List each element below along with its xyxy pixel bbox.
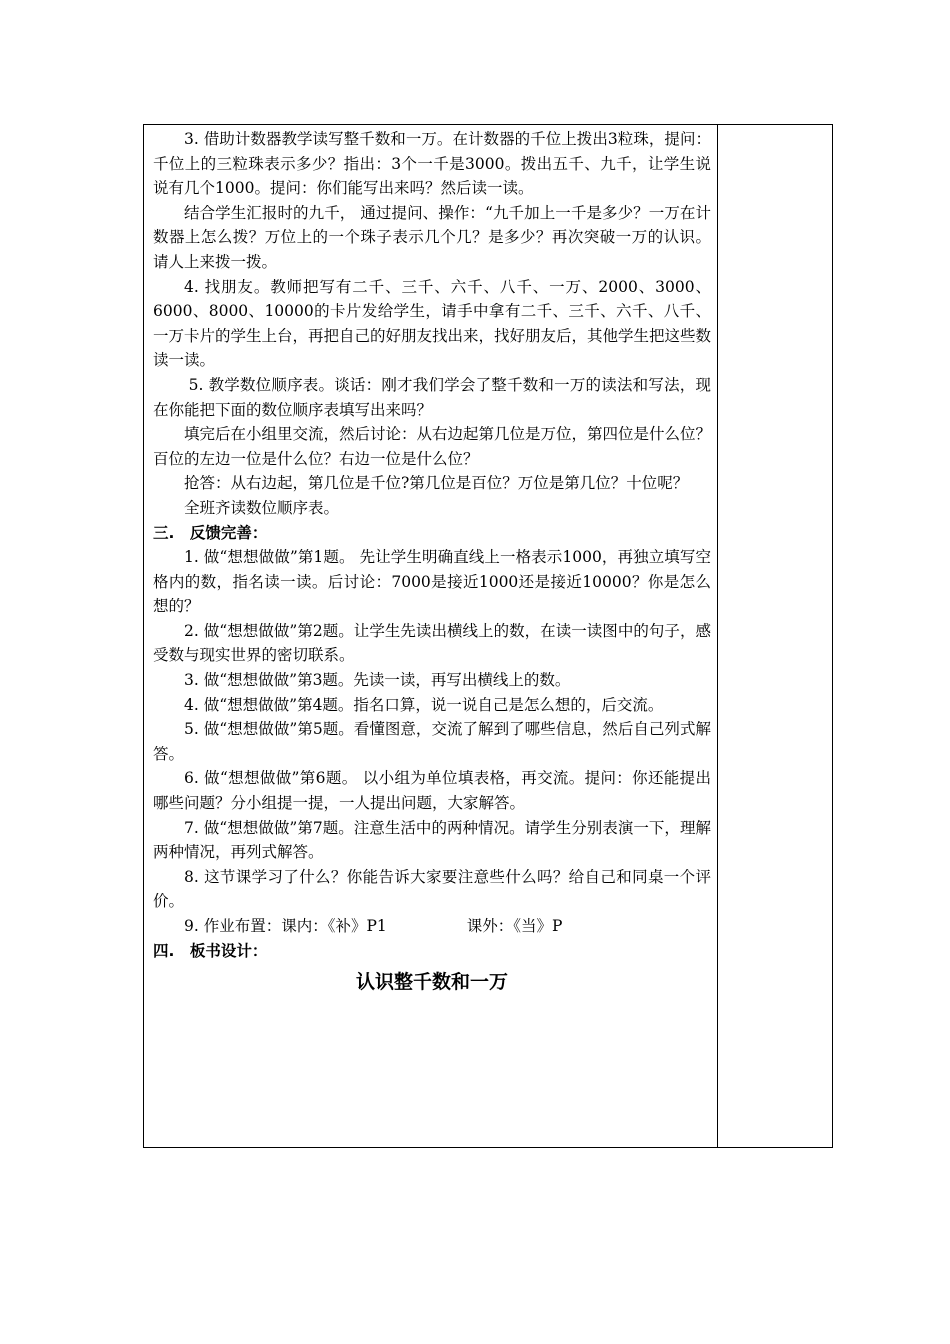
exercise-item-1: 1. 做“想想做做”第1题。 先让学生明确直线上一格表示1000，再独立填写空格内的数，指名读一读。后讨论：7000是接近1000还是接近10000？你是怎么想的？: [153, 548, 711, 616]
homework-line: [153, 914, 711, 939]
exercise-item-7: 7. 做“想想做做”第7题。注意生活中的两种情况。请学生分别表演一下，理解两种情况，再列式解答。: [153, 818, 711, 862]
main-content-cell: [144, 125, 718, 1147]
exercise-item-5: 5. 做“想想做做”第5题。看懂图意，交流了解到了哪些信息，然后自己列式解答。: [153, 720, 711, 763]
paragraph-group-discussion: 填完后在小组里交流，然后讨论：从右边起第几位是万位，第四位是什么位？百位的左边一位是什么位？右边一位是什么位？: [153, 425, 712, 468]
lesson-plan-table: [143, 124, 833, 1148]
exercise-item-8: 8. 这节课学习了什么？你能告诉大家要注意些什么吗？给自己和同桌一个评价。: [153, 867, 711, 911]
section-3-heading: 三. 反馈完善：: [153, 523, 268, 542]
exercise-item-6: 6. 做“想想做做”第6题。 以小组为单位填表格，再交流。提问：你还能提出哪些问题？分小组提一提，一人提出问题，大家解答。: [153, 769, 711, 813]
paragraph-ten-thousand: 结合学生汇报时的九千， 通过提问、操作：“九千加上一千是多少？一万在计数器上怎么拨？万位上的一个珠子表示几个几？是多少？再次突破一万的认识。 请人上来拨一拨。: [153, 203, 711, 271]
section-4-heading: 四. 板书设计：: [153, 941, 268, 960]
exercise-item-2: 2. 做“想想做做”第2题。让学生先读出横线上的数，在读一读图中的句子，感受数与现实世界的密切联系。: [153, 621, 711, 665]
homework-outside: 课外：《当》P: [466, 917, 563, 935]
paragraph-counter-teaching: 3. 借助计数器教学读写整千数和一万。在计数器的千位上拨出3粒珠，提问：千位上的三粒珠表示多少？指出：3个一千是3000。拨出五千、九千，让学生说说有几个1000。提问：你们能写出来吗？然后读一读。: [153, 130, 711, 198]
paragraph-place-value-table: 5. 教学数位顺序表。谈话：刚才我们学会了整千数和一万的读法和写法，现在你能把下面的数位顺序表填写出来吗？: [153, 375, 711, 419]
paragraph-find-friends: 4. 找朋友。教师把写有二千、三千、六千、八千、一万、2000、3000、6000、8000、10000的卡片发给学生，请手中拿有二千、三千、六千、八千、一万卡片的学生上台，再把自己的好朋友找出来，找好朋友后，其他学生把这些数读一读。: [153, 277, 712, 370]
notes-cell: [718, 125, 832, 1147]
exercise-item-4: 4. 做“想想做做”第4题。指名口算，说一说自己是怎么想的，后交流。: [184, 695, 664, 714]
homework-in-class: 9. 作业布置：课内：《补》P1: [184, 917, 387, 935]
board-design-title: 认识整千数和一万: [355, 971, 508, 994]
paragraph-class-reading: 全班齐读数位顺序表。: [184, 498, 340, 517]
paragraph-quick-answer: 抢答：从右边起，第几位是千位?第几位是百位？万位是第几位？十位呢？: [184, 474, 689, 493]
exercise-item-3: 3. 做“想想做做”第3题。先读一读，再写出横线上的数。: [184, 671, 571, 690]
lesson-content: [153, 127, 711, 995]
